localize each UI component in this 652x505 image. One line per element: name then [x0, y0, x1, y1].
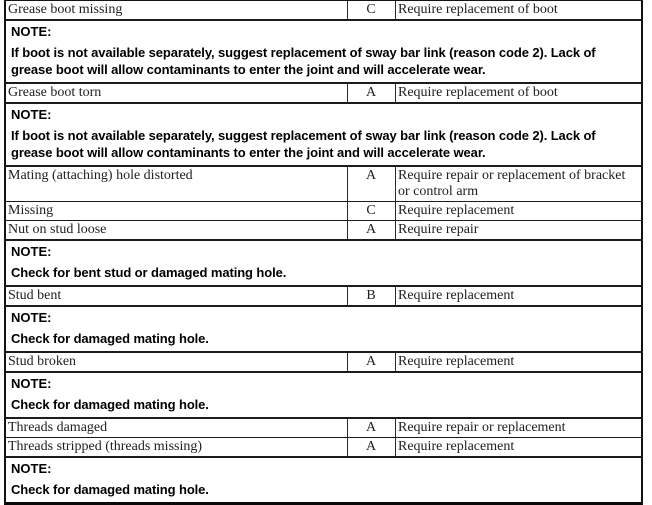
table-row	[6, 201, 641, 220]
condition-cell: Nut on stud loose	[8, 222, 107, 237]
condition-action-table	[4, 0, 643, 505]
reason-code-cell: A	[347, 419, 395, 437]
note-row	[6, 371, 641, 417]
reason-code-cell: A	[347, 438, 395, 456]
note-text: Check for damaged mating hole.	[11, 482, 209, 497]
reason-code-cell: C	[347, 202, 395, 220]
note-row	[6, 456, 641, 502]
action-cell: Require replacement of boot	[395, 84, 641, 102]
note-text: If boot is not available separately, suggest replacement of sway bar link (reason code 2). Lack of grease boot will allow contaminants to enter the joint and will accelerate wear.	[11, 128, 596, 160]
note-label: NOTE:	[11, 244, 52, 259]
table-row	[6, 82, 641, 102]
action-cell: Require replacement	[395, 202, 641, 220]
table-row	[6, 437, 641, 456]
action-cell: Require repair	[395, 221, 641, 239]
note-label: NOTE:	[11, 107, 52, 122]
reason-code-cell: A	[347, 167, 395, 201]
condition-cell: Stud bent	[8, 288, 62, 303]
action-cell: Require replacement	[395, 438, 641, 456]
note-text: Check for bent stud or damaged mating hole.	[11, 265, 287, 280]
condition-cell: Threads damaged	[8, 420, 108, 435]
table-row	[6, 165, 641, 201]
table-row	[6, 351, 641, 371]
condition-cell: Mating (attaching) hole distorted	[8, 168, 193, 183]
note-label: NOTE:	[11, 310, 52, 325]
note-text: If boot is not available separately, suggest replacement of sway bar link (reason code 2). Lack of grease boot will allow contaminants to enter the joint and will accelerate wear.	[11, 45, 596, 77]
reason-code-cell: B	[347, 287, 395, 305]
table-row	[6, 1, 641, 19]
reason-code-cell: A	[347, 221, 395, 239]
note-label: NOTE:	[11, 461, 52, 476]
condition-cell: Grease boot missing	[8, 2, 123, 17]
reason-code-cell: A	[347, 353, 395, 371]
note-label: NOTE:	[11, 376, 52, 391]
condition-cell: Missing	[8, 203, 54, 218]
note-label: NOTE:	[11, 24, 52, 39]
action-cell: Require replacement	[395, 287, 641, 305]
table-row	[6, 220, 641, 239]
note-row	[6, 19, 641, 82]
action-cell: Require replacement	[395, 353, 641, 371]
note-text: Check for damaged mating hole.	[11, 397, 209, 412]
note-row	[6, 305, 641, 351]
action-cell: Require replacement of boot	[395, 1, 641, 19]
note-row	[6, 102, 641, 165]
table-row	[6, 417, 641, 437]
action-cell: Require repair or replacement	[395, 419, 641, 437]
action-cell: Require repair or replacement of bracket or control arm	[395, 167, 641, 201]
condition-cell: Threads stripped (threads missing)	[8, 439, 203, 454]
reason-code-cell: C	[347, 1, 395, 19]
table-row	[6, 285, 641, 305]
note-row	[6, 239, 641, 285]
condition-cell: Stud broken	[8, 354, 77, 369]
note-text: Check for damaged mating hole.	[11, 331, 209, 346]
condition-cell: Grease boot torn	[8, 85, 102, 100]
reason-code-cell: A	[347, 84, 395, 102]
